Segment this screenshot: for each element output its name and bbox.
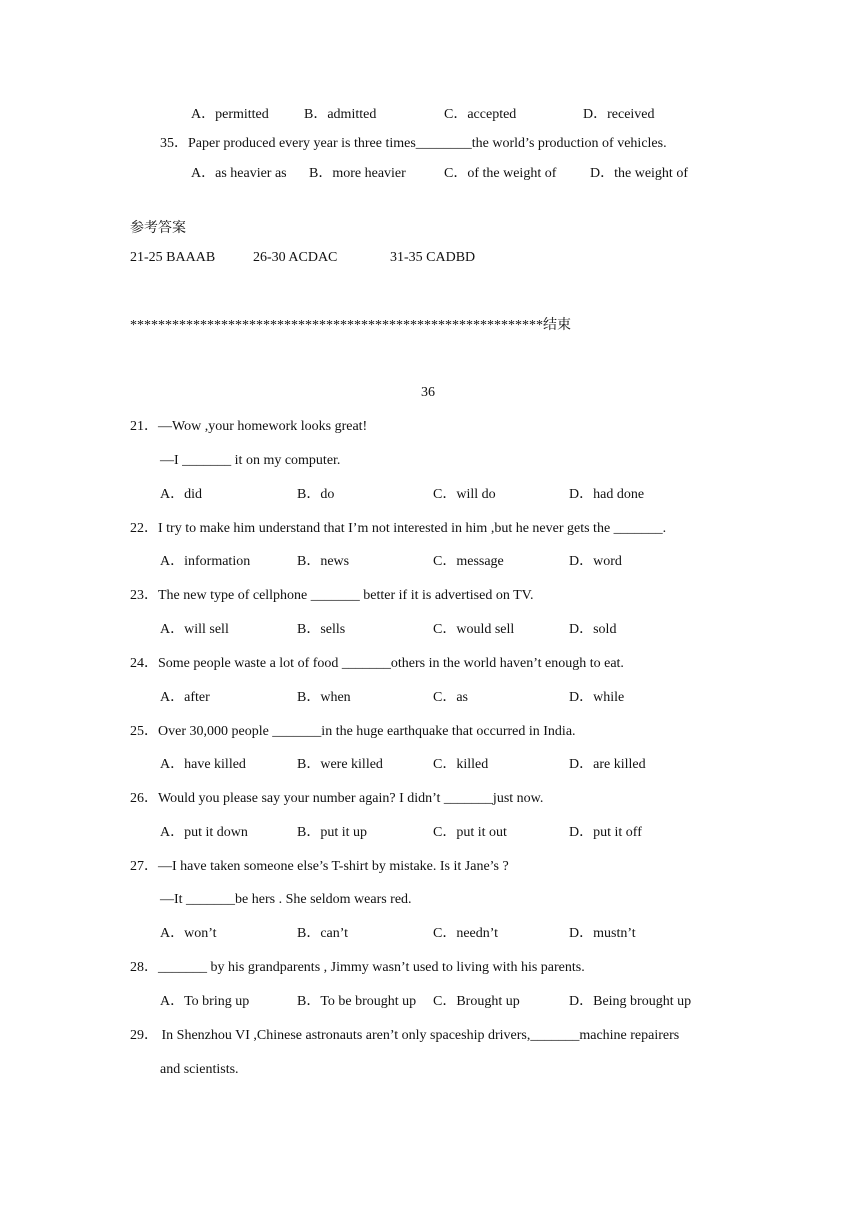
q28-option-a: A．To bring up — [160, 994, 250, 1009]
q21-option-c: C．will do — [433, 487, 496, 502]
q24-option-d: D．while — [569, 690, 625, 705]
question-24-stem: 24．Some people waste a lot of food _______others in the world haven’t enough to eat. — [130, 656, 624, 671]
q23-option-d: D．sold — [569, 622, 617, 637]
q35-option-b: B．more heavier — [309, 166, 406, 181]
q25-option-a: A．have killed — [160, 757, 246, 772]
q27-option-c: C．needn’t — [433, 926, 499, 941]
question-27-stem: 27．—I have taken someone else’s T-shirt by mistake. Is it Jane’s ? — [130, 859, 509, 874]
answer-key-heading: 参考答案 — [130, 221, 186, 236]
question-25-stem: 25．Over 30,000 people _______in the huge earthquake that occurred in India. — [130, 724, 576, 739]
q35-option-a: A．as heavier as — [191, 166, 287, 181]
q26-option-c: C．put it out — [433, 825, 507, 840]
q35-option-c: C．of the weight of — [444, 166, 557, 181]
question-23-stem: 23．The new type of cellphone _______ better if it is advertised on TV. — [130, 588, 534, 603]
q34-option-a: A．permitted — [191, 107, 269, 122]
q22-option-d: D．word — [569, 554, 622, 569]
q27-option-a: A．won’t — [160, 926, 217, 941]
question-21-stem: 21．—Wow ,your homework looks great! — [130, 419, 368, 434]
q22-option-b: B．news — [297, 554, 350, 569]
q25-option-c: C．killed — [433, 757, 489, 772]
q28-option-d: D．Being brought up — [569, 994, 692, 1009]
q26-option-b: B．put it up — [297, 825, 368, 840]
q21-option-d: D．had done — [569, 487, 645, 502]
question-21-reply: —I _______ it on my computer. — [160, 453, 341, 468]
question-28-stem: 28．_______ by his grandparents , Jimmy wasn’t used to living with his parents. — [130, 960, 585, 975]
q28-option-b: B．To be brought up — [297, 994, 417, 1009]
q23-option-a: A．will sell — [160, 622, 229, 637]
question-35-stem: 35．Paper produced every year is three times________the world’s production of vehicles. — [160, 136, 667, 151]
q24-option-c: C．as — [433, 690, 468, 705]
q24-option-a: A．after — [160, 690, 210, 705]
q34-option-b: B．admitted — [304, 107, 377, 122]
q35-option-d: D．the weight of — [590, 166, 688, 181]
end-marker: ***********************************************************结束 — [130, 318, 571, 333]
question-27-reply: —It _______be hers . She seldom wears red. — [160, 892, 412, 907]
q26-option-a: A．put it down — [160, 825, 248, 840]
q34-option-c: C．accepted — [444, 107, 517, 122]
question-22-stem: 22．I try to make him understand that I’m not interested in him ,but he never gets the _______. — [130, 521, 667, 536]
q23-option-b: B．sells — [297, 622, 346, 637]
question-29-stem-cont: and scientists. — [160, 1062, 239, 1077]
answer-key-26-30: 26-30 ACDAC — [253, 250, 338, 265]
q21-option-b: B．do — [297, 487, 335, 502]
q34-option-d: D．received — [583, 107, 655, 122]
q25-option-d: D．are killed — [569, 757, 646, 772]
question-29-stem: 29． In Shenzhou VI ,Chinese astronauts aren’t only spaceship drivers,_______machine repairers — [130, 1028, 680, 1043]
page-number: 36 — [421, 385, 435, 400]
q26-option-d: D．put it off — [569, 825, 642, 840]
q27-option-d: D．mustn’t — [569, 926, 636, 941]
q22-option-c: C．message — [433, 554, 504, 569]
q21-option-a: A．did — [160, 487, 202, 502]
answer-key-31-35: 31-35 CADBD — [390, 250, 476, 265]
question-26-stem: 26．Would you please say your number again? I didn’t _______just now. — [130, 791, 544, 806]
q28-option-c: C．Brought up — [433, 994, 520, 1009]
q25-option-b: B．were killed — [297, 757, 383, 772]
answer-key-21-25: 21-25 BAAAB — [130, 250, 216, 265]
q27-option-b: B．can’t — [297, 926, 349, 941]
q22-option-a: A．information — [160, 554, 251, 569]
q23-option-c: C．would sell — [433, 622, 515, 637]
q24-option-b: B．when — [297, 690, 351, 705]
